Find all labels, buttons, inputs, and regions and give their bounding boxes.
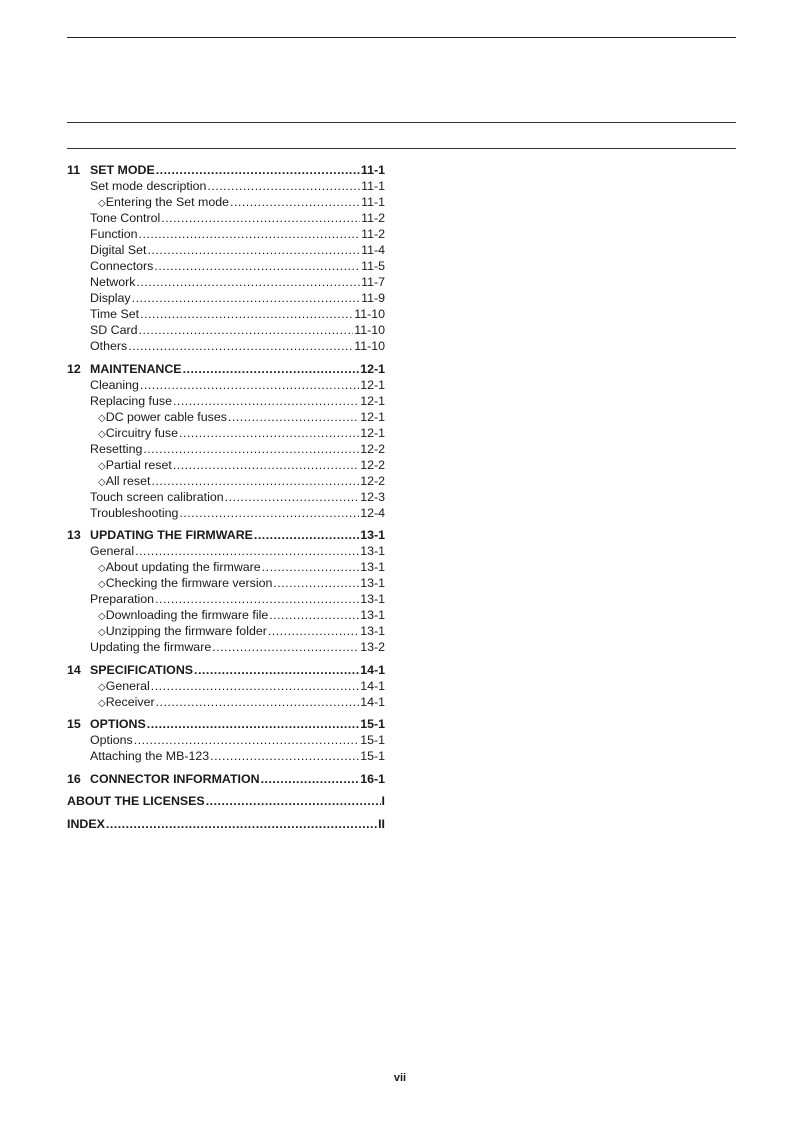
chapter-page: 16-1 (360, 771, 385, 786)
dot-leader (230, 194, 360, 210)
toc-subsubentry[interactable] (67, 575, 385, 591)
dot-leader (161, 210, 360, 226)
dot-leader (143, 441, 359, 457)
toc-entry[interactable] (67, 290, 385, 306)
toc-entry[interactable] (67, 178, 385, 194)
dot-leader (228, 409, 359, 425)
entry-title: Updating the firmware (90, 640, 212, 654)
table-of-contents (67, 162, 385, 838)
dot-leader (151, 678, 359, 694)
entry-title: Attaching the MB-123 (90, 749, 210, 763)
toc-entry[interactable] (67, 732, 385, 748)
toc-entry[interactable] (67, 543, 385, 559)
toc-entry[interactable] (67, 441, 385, 457)
dot-leader (179, 425, 359, 441)
entry-title: Connectors (90, 259, 154, 273)
diamond-bullet-icon: ◇ (98, 428, 106, 440)
entry-title: Downloading the firmware file (105, 608, 269, 622)
chapter-page: 11-1 (360, 163, 385, 177)
dot-leader (268, 623, 359, 639)
toc-chapter-heading[interactable] (67, 527, 385, 543)
dot-leader (147, 242, 360, 258)
chapter-page: 12-1 (360, 361, 385, 376)
toc-entry[interactable] (67, 226, 385, 242)
toc-entry[interactable] (67, 489, 385, 505)
dot-leader (206, 793, 381, 809)
entry-page: 14-1 (360, 694, 385, 709)
diamond-bullet-icon: ◇ (98, 412, 106, 424)
dot-leader (155, 591, 359, 607)
toc-chapter-heading[interactable] (67, 771, 385, 787)
dot-leader (194, 662, 359, 678)
entry-title: Tone Control (90, 211, 161, 225)
dot-leader (225, 489, 360, 505)
entry-page: 11-9 (361, 291, 385, 305)
chapter-number: 11 (67, 163, 81, 177)
chapter-number: 12 (67, 361, 81, 376)
entry-title: Display (90, 291, 131, 305)
header-rule-lower (67, 148, 736, 149)
diamond-bullet-icon: ◇ (98, 198, 106, 209)
toc-section (67, 716, 385, 764)
dot-leader (156, 162, 360, 178)
toc-subsubentry[interactable] (67, 678, 385, 694)
chapter-title: CONNECTOR INFORMATION (90, 771, 260, 786)
chapter-number: 14 (67, 662, 81, 677)
top-rule (67, 37, 736, 38)
header-rule-upper (67, 122, 736, 123)
chapter-page: 14-1 (360, 662, 385, 677)
entry-page: 13-1 (360, 608, 385, 622)
chapter-number: 16 (67, 771, 81, 786)
entry-page: 13-1 (360, 576, 385, 590)
toc-subsubentry[interactable] (67, 694, 385, 710)
entry-title: Receiver (105, 694, 155, 709)
chapter-page: 15-1 (360, 717, 385, 731)
chapter-number: 15 (67, 717, 81, 731)
entry-page: 12-1 (360, 393, 385, 408)
entry-title: General (105, 678, 150, 693)
dot-leader (132, 290, 360, 306)
toc-section (67, 162, 385, 354)
entry-title: Function (90, 227, 138, 241)
dot-leader (262, 559, 360, 575)
dot-leader (212, 639, 359, 655)
entry-page: 15-1 (360, 733, 385, 747)
entry-title: SD Card (90, 323, 138, 337)
appendix-page: I (381, 794, 385, 808)
toc-appendix-entry[interactable] (67, 793, 385, 809)
diamond-bullet-icon: ◇ (98, 563, 106, 574)
toc-subsubentry[interactable] (67, 623, 385, 639)
chapter-number: 13 (67, 528, 81, 542)
chapter-title: MAINTENANCE (90, 361, 182, 376)
entry-page: 14-1 (360, 678, 385, 693)
entry-title: About updating the firmware (105, 560, 261, 574)
diamond-bullet-icon: ◇ (98, 611, 106, 622)
entry-page: 13-1 (360, 624, 385, 638)
entry-title: Digital Set (90, 243, 147, 257)
dot-leader (210, 748, 359, 764)
toc-entry[interactable] (67, 210, 385, 226)
entry-page: 11-10 (354, 339, 385, 353)
toc-chapter-heading[interactable] (67, 162, 385, 178)
toc-section (67, 793, 385, 809)
entry-title: Others (90, 339, 128, 353)
entry-title: Set mode description (90, 179, 207, 193)
entry-title: Entering the Set mode (105, 195, 229, 209)
entry-title: Preparation (90, 592, 155, 606)
entry-page: 13-1 (360, 592, 385, 606)
entry-page: 12-2 (360, 441, 385, 456)
dot-leader (156, 694, 360, 710)
toc-section (67, 771, 385, 787)
chapter-title: SPECIFICATIONS (90, 662, 194, 677)
dot-leader (207, 178, 360, 194)
entry-page: 13-2 (360, 640, 385, 654)
toc-entry[interactable] (67, 591, 385, 607)
entry-title: General (90, 544, 135, 558)
dot-leader (261, 771, 360, 787)
entry-page: 11-5 (361, 259, 385, 273)
dot-leader (147, 716, 359, 732)
dot-leader (139, 226, 361, 242)
chapter-title: OPTIONS (90, 717, 146, 731)
entry-page: 11-1 (361, 195, 385, 209)
toc-entry[interactable] (67, 505, 385, 521)
entry-page: 11-4 (361, 243, 385, 257)
entry-page: 11-10 (354, 323, 385, 337)
chapter-title: SET MODE (90, 163, 155, 177)
entry-page: 12-2 (360, 457, 385, 472)
entry-title: Replacing fuse (90, 393, 172, 408)
toc-section (67, 361, 385, 521)
dot-leader (179, 505, 359, 521)
entry-title: Cleaning (90, 377, 139, 392)
diamond-bullet-icon: ◇ (98, 579, 106, 590)
appendix-page: II (378, 816, 385, 831)
entry-page: 13-1 (360, 544, 385, 558)
entry-title: Checking the firmware version (105, 576, 273, 590)
toc-entry[interactable] (67, 639, 385, 655)
entry-title: Network (90, 275, 136, 289)
entry-title: Options (90, 733, 133, 747)
dot-leader (173, 393, 359, 409)
entry-title: Resetting (90, 441, 143, 456)
dot-leader (151, 473, 359, 489)
dot-leader (136, 274, 360, 290)
entry-page: 12-2 (360, 473, 385, 488)
page-number: vii (393, 1072, 407, 1084)
toc-entry[interactable] (67, 306, 385, 322)
toc-entry[interactable] (67, 274, 385, 290)
dot-leader (134, 732, 359, 748)
chapter-page: 13-1 (360, 528, 385, 542)
appendix-title: INDEX (67, 816, 105, 831)
toc-chapter-heading[interactable] (67, 662, 385, 678)
toc-subsubentry[interactable] (67, 409, 385, 425)
entry-title: Troubleshooting (90, 505, 179, 520)
dot-leader (154, 258, 360, 274)
dot-leader (140, 377, 359, 393)
toc-section (67, 527, 385, 655)
toc-chapter-heading[interactable] (67, 716, 385, 732)
dot-leader (106, 816, 377, 832)
toc-entry[interactable] (67, 322, 385, 338)
entry-title: Partial reset (105, 457, 172, 472)
toc-entry[interactable] (67, 258, 385, 274)
entry-page: 11-7 (361, 275, 385, 289)
entry-title: Time Set (90, 307, 140, 321)
entry-page: 12-1 (360, 425, 385, 440)
dot-leader (135, 543, 359, 559)
toc-section (67, 662, 385, 710)
entry-page: 12-1 (360, 377, 385, 392)
toc-entry[interactable] (67, 377, 385, 393)
entry-page: 11-10 (354, 307, 385, 321)
entry-title: Unzipping the firmware folder (105, 624, 267, 638)
entry-title: All reset (105, 473, 151, 488)
entry-title: Circuitry fuse (105, 425, 178, 440)
toc-subsubentry[interactable] (67, 607, 385, 623)
toc-subsubentry[interactable] (67, 194, 385, 210)
entry-page: 12-1 (360, 409, 385, 424)
entry-page: 11-2 (361, 211, 385, 225)
entry-page: 13-1 (360, 560, 385, 574)
dot-leader (140, 306, 353, 322)
toc-subsubentry[interactable] (67, 457, 385, 473)
toc-section (67, 816, 385, 832)
toc-subsubentry[interactable] (67, 559, 385, 575)
dot-leader (269, 607, 359, 623)
diamond-bullet-icon: ◇ (98, 697, 106, 709)
toc-entry[interactable] (67, 338, 385, 354)
chapter-title: UPDATING THE FIRMWARE (90, 528, 253, 542)
entry-page: 11-2 (361, 227, 385, 241)
diamond-bullet-icon: ◇ (98, 627, 106, 638)
dot-leader (128, 338, 353, 354)
entry-page: 12-3 (360, 489, 385, 504)
toc-entry[interactable] (67, 393, 385, 409)
entry-title: Touch screen calibration (90, 489, 224, 504)
entry-page: 15-1 (360, 749, 385, 763)
dot-leader (254, 527, 359, 543)
toc-entry[interactable] (67, 242, 385, 258)
entry-page: 12-4 (360, 505, 385, 520)
toc-subsubentry[interactable] (67, 425, 385, 441)
diamond-bullet-icon: ◇ (98, 681, 106, 693)
dot-leader (273, 575, 359, 591)
dot-leader (183, 361, 360, 377)
toc-chapter-heading[interactable] (67, 361, 385, 377)
toc-entry[interactable] (67, 748, 385, 764)
toc-subsubentry[interactable] (67, 473, 385, 489)
entry-page: 11-1 (361, 179, 385, 193)
diamond-bullet-icon: ◇ (98, 460, 106, 472)
diamond-bullet-icon: ◇ (98, 476, 106, 488)
dot-leader (139, 322, 354, 338)
toc-appendix-entry[interactable] (67, 816, 385, 832)
appendix-title: ABOUT THE LICENSES (67, 794, 205, 808)
dot-leader (173, 457, 359, 473)
entry-title: DC power cable fuses (105, 409, 227, 424)
